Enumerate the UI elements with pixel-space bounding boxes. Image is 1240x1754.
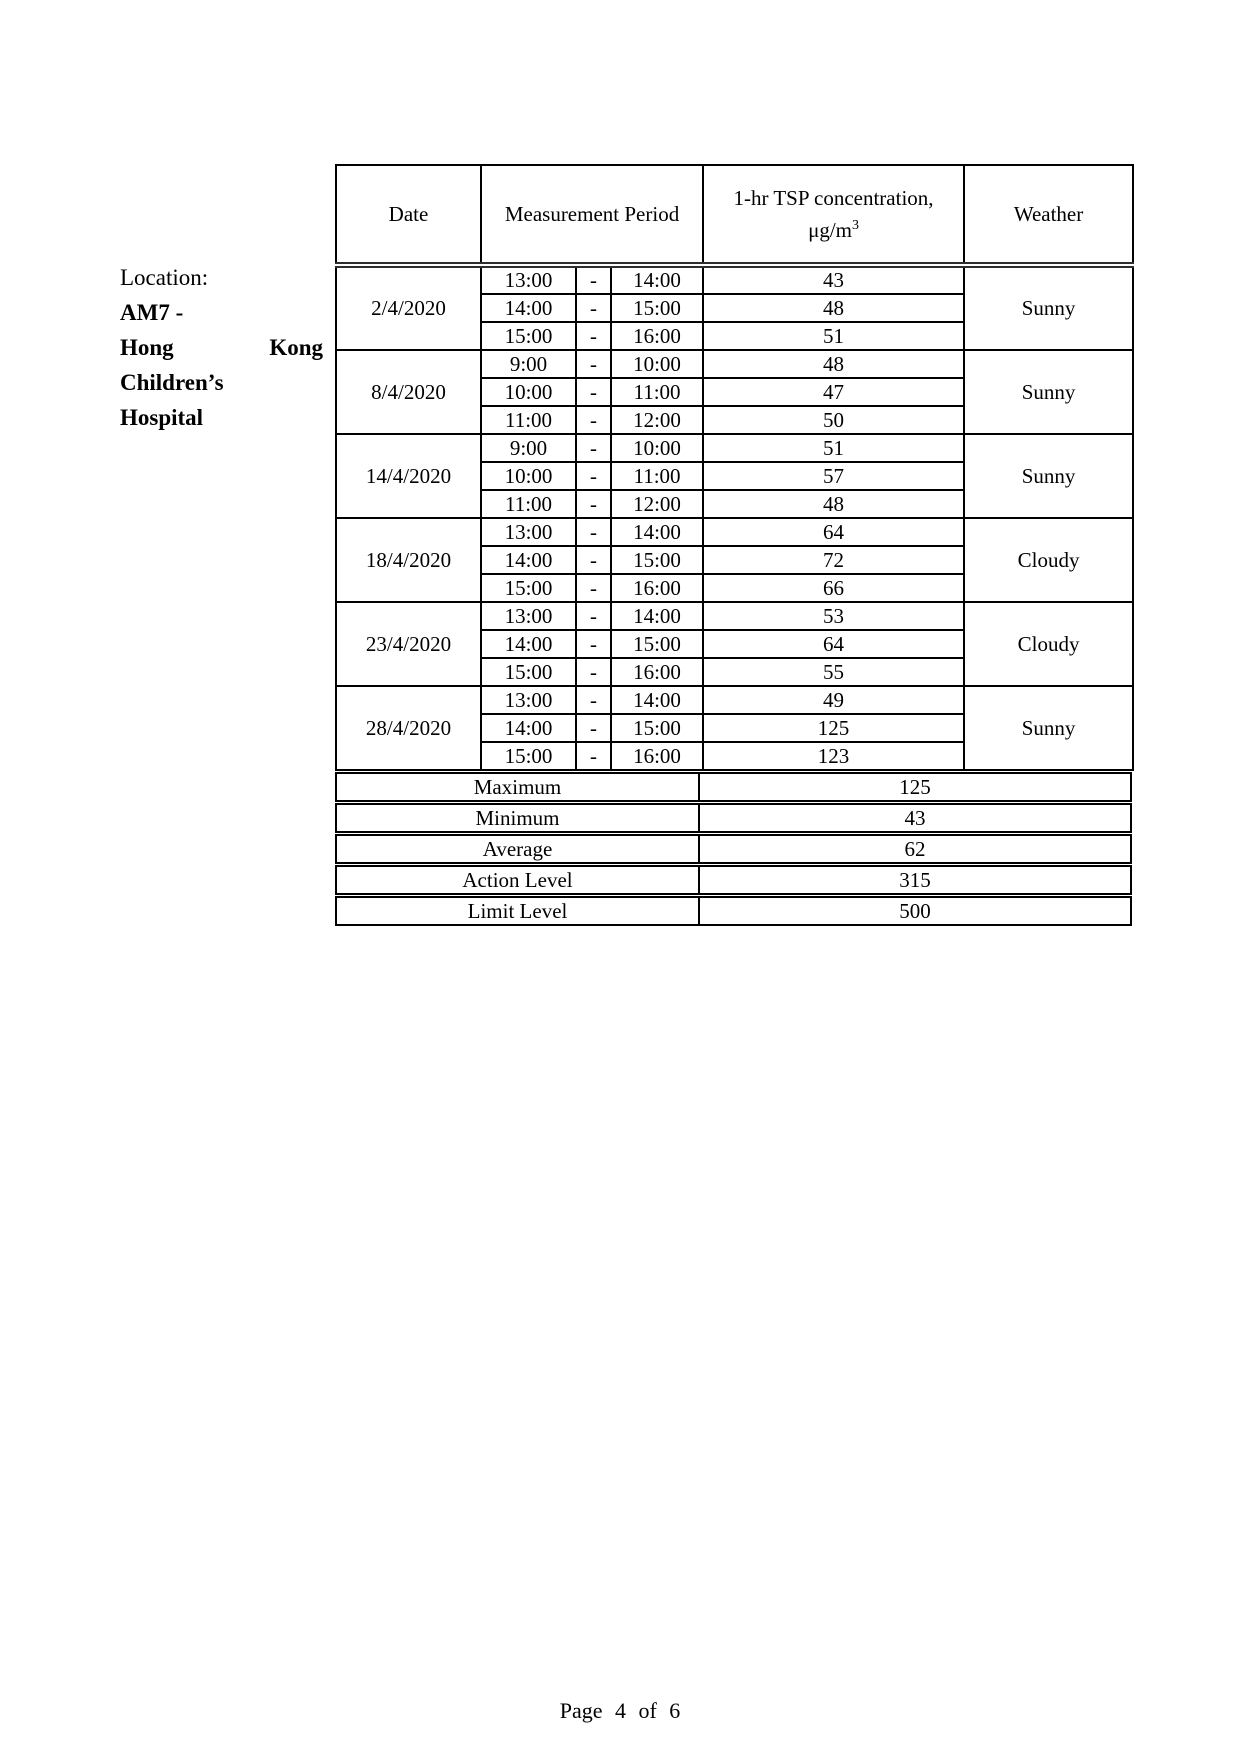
end-time-cell: 14:00 <box>611 265 703 294</box>
tsp-value-cell: 47 <box>703 378 964 406</box>
table-row <box>336 265 1133 294</box>
date-cell: 18/4/2020 <box>336 518 481 602</box>
summary-value: 500 <box>899 898 931 923</box>
header-tsp-unit: $\mu g/m^3$ <box>808 217 859 242</box>
location-line-hong-kong <box>120 330 323 365</box>
dash-cell: - <box>576 518 611 546</box>
summary-value: 62 <box>904 836 926 861</box>
end-time-cell: 14:00 <box>611 518 703 546</box>
start-time-cell: 15:00 <box>481 322 576 350</box>
end-time-cell: 14:00 <box>611 686 703 714</box>
start-time-cell: 13:00 <box>481 518 576 546</box>
dash-cell: - <box>576 265 611 294</box>
tsp-value-cell: 64 <box>703 630 964 658</box>
location-station-id: AM7 - <box>120 300 184 325</box>
dash-cell: - <box>576 546 611 574</box>
weather-cell: Sunny <box>964 686 1133 770</box>
start-time-cell: 14:00 <box>481 546 576 574</box>
tsp-value-cell: 53 <box>703 602 964 630</box>
dash-cell: - <box>576 322 611 350</box>
weather-cell: Sunny <box>964 350 1133 434</box>
summary-row-maximum <box>335 772 1132 802</box>
tsp-value-cell: 48 <box>703 490 964 518</box>
tsp-value-cell: 48 <box>703 294 964 322</box>
header-date: Date <box>336 165 481 265</box>
start-time-cell: 14:00 <box>481 714 576 742</box>
date-cell: 8/4/2020 <box>336 350 481 434</box>
end-time-cell: 11:00 <box>611 378 703 406</box>
end-time-cell: 12:00 <box>611 406 703 434</box>
table-row <box>336 350 1133 378</box>
tsp-value-cell: 57 <box>703 462 964 490</box>
summary-label: Limit Level <box>337 898 700 924</box>
dash-cell: - <box>576 714 611 742</box>
summary-label: Minimum <box>337 805 700 831</box>
dash-cell: - <box>576 378 611 406</box>
header-weather: Weather <box>964 165 1133 265</box>
date-cell: 28/4/2020 <box>336 686 481 770</box>
start-time-cell: 13:00 <box>481 686 576 714</box>
start-time-cell: 11:00 <box>481 406 576 434</box>
end-time-cell: 16:00 <box>611 322 703 350</box>
start-time-cell: 11:00 <box>481 490 576 518</box>
start-time-cell: 9:00 <box>481 434 576 462</box>
date-cell: 23/4/2020 <box>336 602 481 686</box>
dash-cell: - <box>576 434 611 462</box>
tsp-value-cell: 55 <box>703 658 964 686</box>
weather-cell: Sunny <box>964 265 1133 350</box>
location-word-hong: Hong <box>120 335 174 360</box>
header-row <box>336 165 1133 265</box>
location-block <box>120 260 323 435</box>
end-time-cell: 10:00 <box>611 434 703 462</box>
tsp-value-cell: 51 <box>703 322 964 350</box>
start-time-cell: 10:00 <box>481 462 576 490</box>
dash-cell: - <box>576 658 611 686</box>
tsp-value-cell: 43 <box>703 265 964 294</box>
start-time-cell: 9:00 <box>481 350 576 378</box>
table-row <box>336 686 1133 714</box>
tsp-value-cell: 48 <box>703 350 964 378</box>
dash-cell: - <box>576 686 611 714</box>
summary-label: Action Level <box>337 867 700 893</box>
header-tsp-line1: 1-hr TSP concentration, <box>733 185 934 210</box>
dash-cell: - <box>576 462 611 490</box>
measurement-table <box>335 164 1134 771</box>
start-time-cell: 13:00 <box>481 265 576 294</box>
end-time-cell: 15:00 <box>611 630 703 658</box>
start-time-cell: 10:00 <box>481 378 576 406</box>
page-footer: Page 4 of 6 <box>559 1698 681 1723</box>
end-time-cell: 16:00 <box>611 574 703 602</box>
end-time-cell: 16:00 <box>611 742 703 770</box>
summary-value: 43 <box>904 805 926 830</box>
summary-value: 125 <box>899 774 931 799</box>
dash-cell: - <box>576 630 611 658</box>
summary-label: Average <box>337 836 700 862</box>
summary-row-minimum <box>335 803 1132 833</box>
dash-cell: - <box>576 490 611 518</box>
dash-cell: - <box>576 294 611 322</box>
tsp-value-cell: 49 <box>703 686 964 714</box>
location-line-childrens: Children’s <box>120 370 224 395</box>
tsp-value-cell: 72 <box>703 546 964 574</box>
dash-cell: - <box>576 574 611 602</box>
end-time-cell: 15:00 <box>611 714 703 742</box>
dash-cell: - <box>576 742 611 770</box>
end-time-cell: 10:00 <box>611 350 703 378</box>
weather-cell: Cloudy <box>964 518 1133 602</box>
start-time-cell: 14:00 <box>481 630 576 658</box>
tsp-value-cell: 125 <box>703 714 964 742</box>
location-label: Location: <box>120 265 209 290</box>
header-tsp-concentration <box>703 165 964 265</box>
tsp-value-cell: 66 <box>703 574 964 602</box>
summary-row-average <box>335 834 1132 864</box>
tsp-table <box>335 164 1132 926</box>
summary-value: 315 <box>899 867 931 892</box>
header-measurement-period: Measurement Period <box>481 165 703 265</box>
location-line-hospital: Hospital <box>120 405 204 430</box>
date-cell: 14/4/2020 <box>336 434 481 518</box>
weather-cell: Cloudy <box>964 602 1133 686</box>
location-word-kong: Kong <box>269 335 323 360</box>
start-time-cell: 14:00 <box>481 294 576 322</box>
date-cell: 2/4/2020 <box>336 265 481 350</box>
end-time-cell: 16:00 <box>611 658 703 686</box>
tsp-value-cell: 64 <box>703 518 964 546</box>
end-time-cell: 14:00 <box>611 602 703 630</box>
summary-label: Maximum <box>337 774 700 800</box>
dash-cell: - <box>576 602 611 630</box>
start-time-cell: 15:00 <box>481 742 576 770</box>
weather-cell: Sunny <box>964 434 1133 518</box>
start-time-cell: 15:00 <box>481 658 576 686</box>
end-time-cell: 12:00 <box>611 490 703 518</box>
start-time-cell: 15:00 <box>481 574 576 602</box>
tsp-value-cell: 50 <box>703 406 964 434</box>
table-row <box>336 602 1133 630</box>
end-time-cell: 15:00 <box>611 294 703 322</box>
end-time-cell: 11:00 <box>611 462 703 490</box>
summary-row-limit-level <box>335 896 1132 926</box>
tsp-value-cell: 51 <box>703 434 964 462</box>
tsp-value-cell: 123 <box>703 742 964 770</box>
start-time-cell: 13:00 <box>481 602 576 630</box>
table-row <box>336 434 1133 462</box>
summary-row-action-level <box>335 865 1132 895</box>
dash-cell: - <box>576 350 611 378</box>
dash-cell: - <box>576 406 611 434</box>
end-time-cell: 15:00 <box>611 546 703 574</box>
table-row <box>336 518 1133 546</box>
